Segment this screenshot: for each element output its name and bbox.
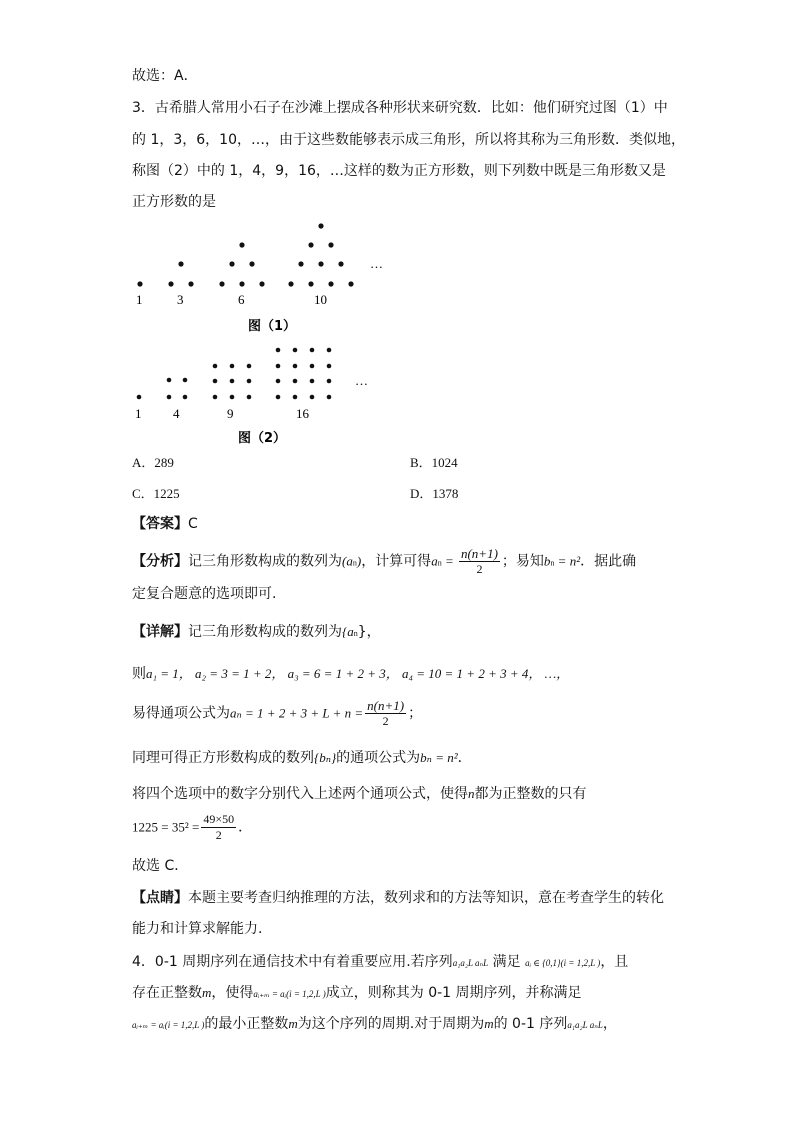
comment-line: 能力和计算求解能力. xyxy=(132,921,263,937)
math-expr: n² xyxy=(569,553,581,569)
question-3-line: 3．古希腊人常用小石子在沙滩上摆成各种形状来研究数．比如：他们研究过图（1）中 xyxy=(132,100,668,116)
question-4-text: 的最小正整数 xyxy=(204,1016,289,1032)
answer-line xyxy=(132,514,198,534)
fraction xyxy=(459,546,500,577)
comment-tag: 【点睛】 xyxy=(132,890,188,906)
math-sub: n xyxy=(352,558,357,568)
question-4-text: ，且 xyxy=(600,954,629,970)
math-expr: m xyxy=(484,1016,494,1031)
option-a: A．289 xyxy=(132,455,174,470)
math-expr: {a xyxy=(342,624,354,639)
math-expr: n xyxy=(468,786,475,801)
detail-text: ． xyxy=(457,750,472,766)
figure-2-ellipsis: … xyxy=(355,373,368,388)
detail-text: ． xyxy=(238,819,253,836)
question-4-text: ， xyxy=(602,1016,617,1032)
math-expr: = xyxy=(441,553,457,569)
fraction-denominator: 2 xyxy=(382,714,389,728)
math-expr: aᵢ ∈ {0,1}(i = 1,2,L ) xyxy=(525,958,601,968)
math-expr: aᵢ₊ₘ = aᵢ(i = 1,2,L ) xyxy=(253,989,326,999)
math-expr: bₙ = n² xyxy=(420,750,458,765)
square-1 xyxy=(137,395,142,400)
fraction-denominator: 2 xyxy=(215,828,222,842)
math-sub: n xyxy=(353,629,358,638)
fraction-numerator: n(n+1) xyxy=(460,546,498,561)
detail-line: 故选 C． xyxy=(132,858,189,874)
math-expr: aₙ = 1 + 2 + 3 + L + n = xyxy=(230,705,364,721)
question-4-text: 成立，则称其为 0-1 周期序列，并称满足 xyxy=(325,985,582,1001)
analysis-text: ；易知 xyxy=(501,553,544,570)
figure-1-label: 10 xyxy=(314,292,327,307)
square-4 xyxy=(167,378,188,400)
figure-2-caption: 图（2） xyxy=(238,431,287,446)
answer-value: C xyxy=(188,516,198,532)
math-sub: n xyxy=(550,558,555,568)
detail-text: 易得通项公式为 xyxy=(132,705,230,722)
question-4-text: 满足 xyxy=(492,954,521,970)
fraction-numerator: 49×50 xyxy=(203,812,235,826)
detail-tag: 【详解】 xyxy=(132,624,188,640)
question-4-text: 存在正整数 xyxy=(132,985,202,1001)
analysis-text: ．据此确 xyxy=(580,553,637,570)
detail-text: 的通项公式为 xyxy=(336,750,421,766)
fraction xyxy=(201,812,236,843)
figure-2-square-dots xyxy=(0,0,794,450)
detail-line xyxy=(132,664,569,684)
figure-2-label: 4 xyxy=(173,406,180,421)
figure-1-label: 3 xyxy=(177,292,184,307)
comment-text: 本题主要考查归纳推理的方法，数列求和的方法等知识，意在考查学生的转化 xyxy=(188,890,664,906)
fraction-numerator: n(n+1) xyxy=(367,698,405,713)
figure-1-caption: 图（1） xyxy=(248,319,297,334)
detail-text: 都为正整数的只有 xyxy=(474,786,587,802)
detail-text: 记三角形数构成的数列为 xyxy=(188,624,342,640)
math-expr: a xyxy=(431,553,438,569)
detail-line xyxy=(132,812,252,843)
math-sub: n xyxy=(437,558,442,568)
square-16 xyxy=(276,348,332,400)
detail-text: 则 xyxy=(132,666,146,682)
analysis-text: 记三角形数构成的数列为 xyxy=(188,553,342,570)
detail-line xyxy=(132,622,381,644)
math-expr: aᵢ₊ₘ = aᵢ(i = 1,2,L ) xyxy=(132,1020,205,1030)
analysis-line: 定复合题意的选项即可. xyxy=(132,586,277,602)
math-expr: 1225 = 35² = xyxy=(132,819,200,835)
question-4-text: 为这个序列的周期.对于周期为 xyxy=(297,1016,485,1032)
figure-2-label: 9 xyxy=(227,406,234,421)
detail-text: 同理可得正方形数构成的数列 xyxy=(132,750,314,766)
math-expr: = xyxy=(554,553,570,569)
detail-line xyxy=(132,698,422,729)
math-expr: a₁a₂L aₙL xyxy=(452,958,489,968)
math-expr: m xyxy=(202,985,212,1000)
analysis-line xyxy=(132,546,636,578)
analysis-tag: 【分析】 xyxy=(132,553,188,570)
question-4-line xyxy=(132,983,582,1004)
option-d: D．1378 xyxy=(410,486,459,501)
figure-2-label: 1 xyxy=(135,406,142,421)
answer-tag: 【答案】 xyxy=(132,516,188,532)
analysis-text: ，计算可得 xyxy=(361,553,432,570)
figure-2-label: 16 xyxy=(296,406,309,421)
detail-text: ； xyxy=(408,705,423,722)
option-b: B．1024 xyxy=(410,455,458,470)
figure-1-ellipsis: … xyxy=(370,256,383,271)
math-expr: (a xyxy=(342,553,353,569)
detail-line xyxy=(132,784,587,804)
question-4-line xyxy=(132,952,628,973)
question-3-line: 的 1，3，6，10，…，由于这些数能够表示成三角形，所以将其称为三角形数．类似地， xyxy=(132,132,685,148)
math-expr: {bₙ} xyxy=(314,750,337,765)
question-3-line: 正方形数的是 xyxy=(132,194,216,210)
figure-1-label: 1 xyxy=(136,292,143,307)
math-expr: a₁a₂L aₙL xyxy=(567,1020,603,1030)
question-4-text: ，使得 xyxy=(211,985,254,1001)
comment-line xyxy=(132,888,664,908)
text-line: 故选：A． xyxy=(132,68,198,84)
detail-text: }， xyxy=(357,624,381,640)
figure-1-label: 6 xyxy=(238,292,245,307)
square-9 xyxy=(213,364,252,400)
fraction xyxy=(365,698,406,729)
option-c: C．1225 xyxy=(132,486,180,501)
math-expr: b xyxy=(543,553,551,569)
math-expr: m xyxy=(288,1016,298,1031)
question-4-line xyxy=(132,1014,617,1035)
question-4-text: 的 0-1 序列 xyxy=(493,1016,568,1032)
question-3-line: 称图（2）中的 1，4，9，16，…这样的数为正方形数，则下列数中既是三角形数又是 xyxy=(132,163,666,179)
math-expr: a₁ = 1， a₂ = 3 = 1 + 2， a₃ = 6 = 1 + 2 + 3， a₄ = 10 = 1 + 2 + 3 + 4， …， xyxy=(146,666,570,681)
fraction-denominator: 2 xyxy=(476,562,483,576)
detail-line xyxy=(132,748,472,768)
detail-text: 将四个选项中的数字分别代入上述两个通项公式，使得 xyxy=(132,786,468,802)
question-4-text: 4．0-1 周期序列在通信技术中有着重要应用.若序列 xyxy=(132,954,453,970)
math-expr: ) xyxy=(356,553,362,569)
